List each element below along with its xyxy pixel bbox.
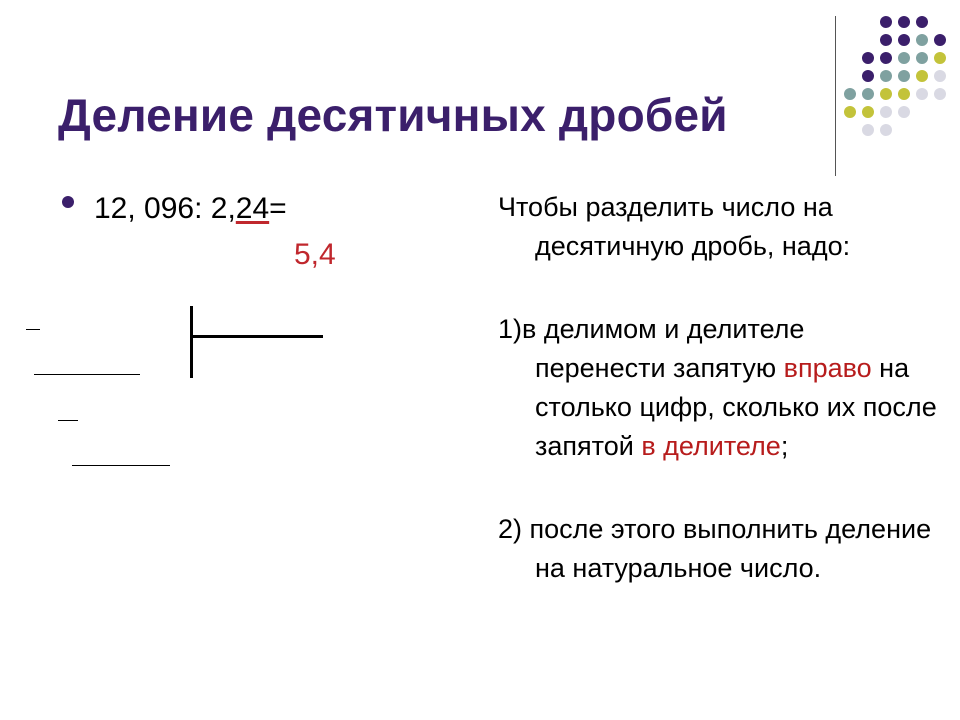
decor-dot xyxy=(898,88,910,100)
decor-dot xyxy=(916,16,928,28)
decor-dot xyxy=(898,34,910,46)
slide-title: Деление десятичных дробей xyxy=(58,89,728,141)
decor-dot xyxy=(880,34,892,46)
decor-dot xyxy=(880,88,892,100)
rule-step-2 xyxy=(498,510,938,588)
long-division-vertical xyxy=(190,306,193,378)
decor-dot xyxy=(862,106,874,118)
example-underlined-divisor: 24 xyxy=(235,192,270,225)
rule-text xyxy=(498,188,938,266)
decor-dot xyxy=(934,34,946,46)
decor-dot xyxy=(862,70,874,82)
decor-dot xyxy=(844,106,856,118)
decor-dot xyxy=(916,88,928,100)
decor-dot xyxy=(916,34,928,46)
decor-dot xyxy=(862,52,874,64)
decor-dot xyxy=(898,106,910,118)
decor-dot xyxy=(934,70,946,82)
decor-dot xyxy=(880,52,892,64)
decor-dot xyxy=(934,52,946,64)
decor-dot xyxy=(880,70,892,82)
step1-red-divisor: в делителе xyxy=(641,431,781,461)
decor-dot xyxy=(880,16,892,28)
division-example xyxy=(94,192,287,226)
decor-dot xyxy=(916,52,928,64)
step1-text-b: на столько цифр, сколько их после запятой xyxy=(535,353,937,461)
long-division-horizontal xyxy=(193,335,323,338)
decor-dot xyxy=(880,124,892,136)
step1-text-c: ; xyxy=(780,431,789,461)
example-equals: = xyxy=(269,192,287,225)
decor-dot xyxy=(844,88,856,100)
bullet-icon xyxy=(62,196,74,208)
example-answer: 5,4 xyxy=(294,238,336,271)
decor-dot xyxy=(898,16,910,28)
step1-red-right: вправо xyxy=(783,353,872,383)
decor-dot xyxy=(916,70,928,82)
decor-dot xyxy=(862,88,874,100)
rule-intro: Чтобы разделить число на десятичную дробь, надо: xyxy=(498,192,851,261)
minus-mark xyxy=(58,420,78,421)
decor-dot xyxy=(898,70,910,82)
decor-vertical-line xyxy=(835,16,836,176)
subtraction-line xyxy=(72,465,170,466)
decor-dot xyxy=(880,106,892,118)
rule-step-1 xyxy=(498,310,938,466)
example-left: 12, 096: 2, xyxy=(94,192,236,225)
step1-text-a: 1)в делимом и делителе перенести запятую xyxy=(498,314,805,383)
subtraction-line xyxy=(34,374,140,375)
minus-mark xyxy=(26,329,40,330)
decor-dot xyxy=(862,124,874,136)
decor-dot xyxy=(898,52,910,64)
decor-dot xyxy=(934,88,946,100)
step2-text: 2) после этого выполнить деление на натуральное число. xyxy=(498,514,932,583)
